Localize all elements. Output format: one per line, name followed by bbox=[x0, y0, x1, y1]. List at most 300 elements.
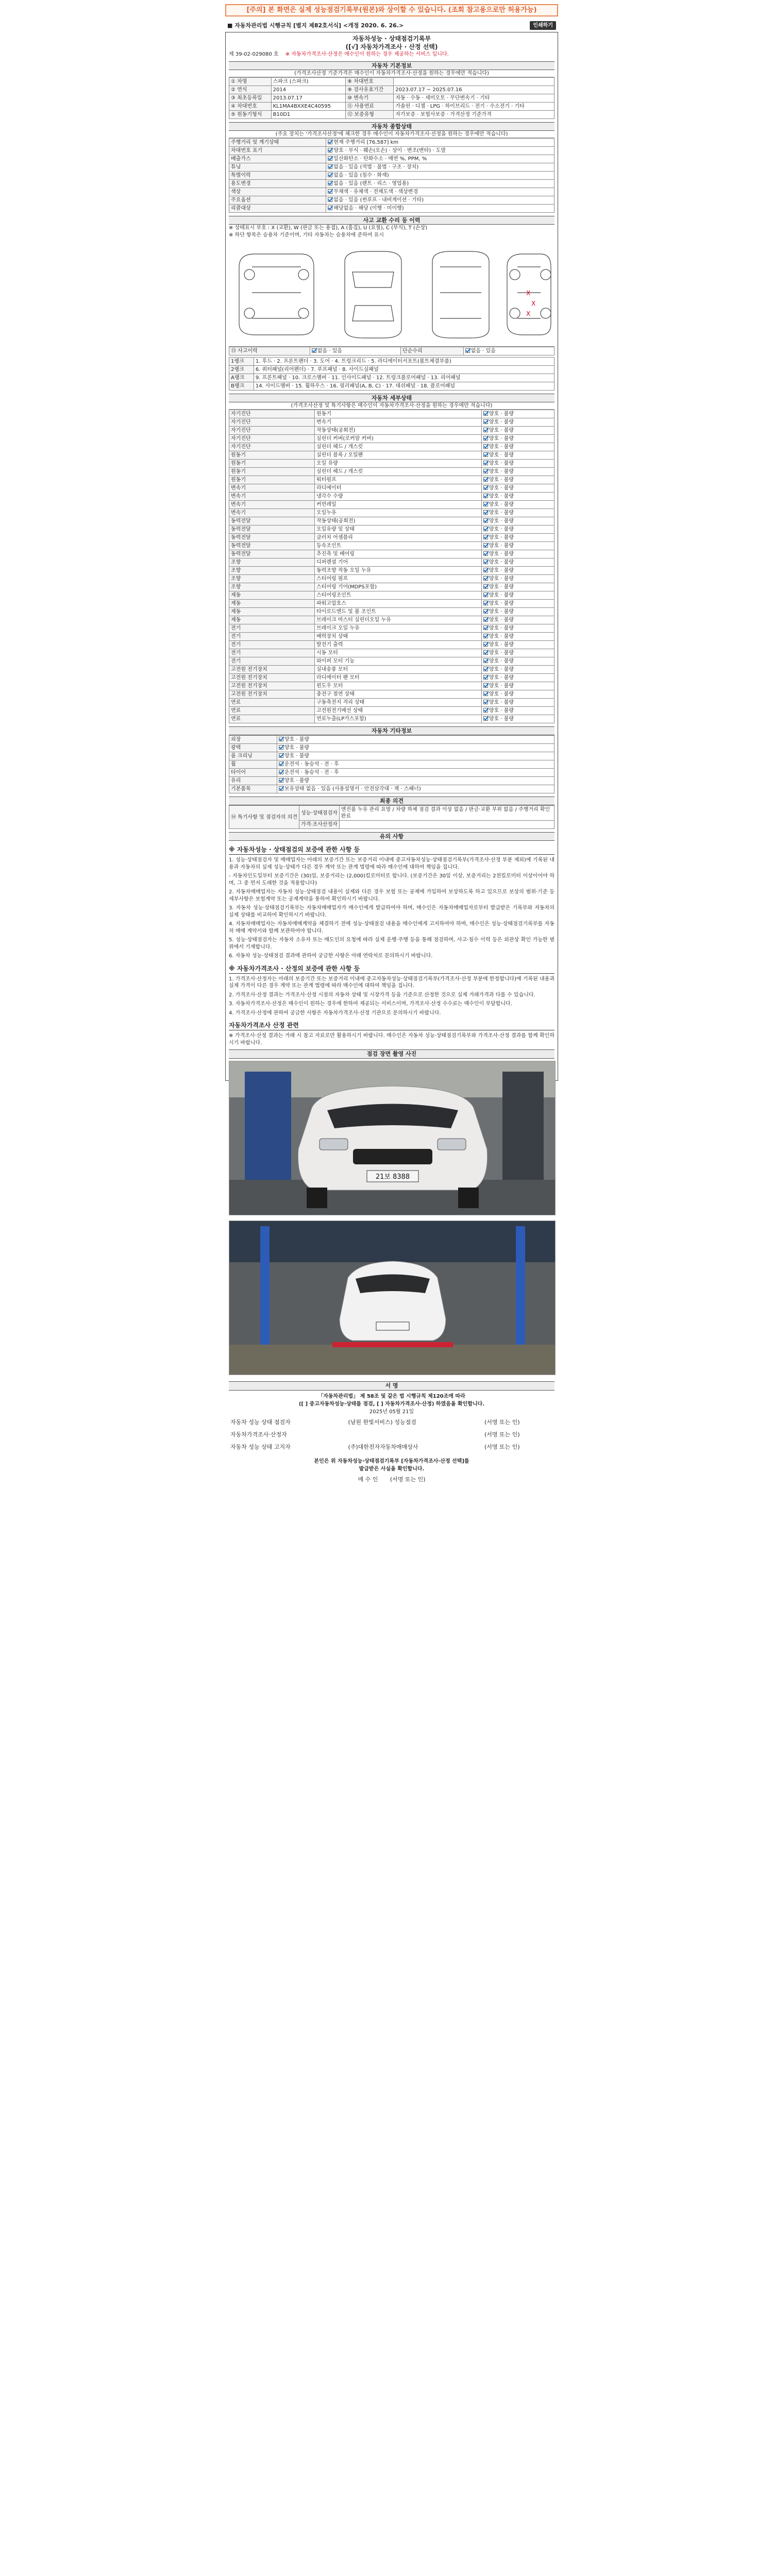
detail-state bbox=[481, 443, 554, 451]
detail-item: 작동상태(공회전) bbox=[315, 427, 482, 435]
warning-banner: [주의] 본 화면은 실제 성능점검기록부(원본)와 상이할 수 있습니다. (조회 참고용으로만 허용가능) bbox=[225, 4, 558, 16]
checkbox-checked[interactable] bbox=[483, 469, 488, 473]
detail-group: 원동기 bbox=[229, 476, 315, 484]
detail-state-text: 양호 · 불량 bbox=[489, 477, 514, 483]
detail-state-text: 양호 · 불량 bbox=[489, 650, 514, 656]
detail-state-text: 양호 · 불량 bbox=[489, 658, 514, 664]
detail-state-text: 양호 · 불량 bbox=[489, 700, 514, 705]
detail-row bbox=[229, 641, 554, 649]
signature-row bbox=[229, 1416, 554, 1429]
checkbox-checked[interactable] bbox=[483, 634, 488, 638]
detail-group: 변속기 bbox=[229, 493, 315, 501]
detail-row bbox=[229, 690, 554, 699]
status-label: 차대번호 표기 bbox=[229, 147, 326, 155]
appearance-row bbox=[229, 785, 554, 793]
detail-item: 디퍼렌셜 기어 bbox=[315, 558, 482, 567]
damage-mark: X bbox=[526, 290, 531, 297]
checkbox-checked[interactable] bbox=[328, 148, 332, 152]
detail-row bbox=[229, 707, 554, 715]
status-row bbox=[229, 205, 554, 213]
appearance-value-text: 보유상태 없음 · 있음 (사용설명서 · 안전삼각대 · 잭 · 스패너) bbox=[284, 786, 421, 792]
detail-item: 배력장치 상태 bbox=[315, 633, 482, 641]
appearance-value bbox=[277, 777, 554, 785]
appearance-table bbox=[229, 735, 554, 793]
detail-row bbox=[229, 608, 554, 616]
detail-state-text: 양호 · 불량 bbox=[489, 485, 514, 491]
checkbox-checked[interactable] bbox=[483, 609, 488, 614]
checkbox-checked[interactable] bbox=[328, 140, 332, 144]
detail-item: 오일유량 및 상태 bbox=[315, 526, 482, 534]
detail-item: 동력조향 작동 오일 누유 bbox=[315, 567, 482, 575]
detail-item: 와이퍼 모터 기능 bbox=[315, 657, 482, 666]
checkbox-checked[interactable] bbox=[328, 189, 332, 194]
note-paragraph: 1. 가격조사·산정자는 아래의 보증기간 또는 보증거리 이내에 중고자동차성능·상태점검기록부(가격조사·산정 부분에 한정합니다)에 기록된 내용과 실제 가격이 다른 경우 계약 또는 관계 법령에 따라 매수인에 대하여 책임을 집니다. bbox=[229, 976, 554, 989]
report-number-text: 제 39-02-029080 호 bbox=[229, 52, 279, 57]
checkbox-checked[interactable] bbox=[483, 477, 488, 482]
status-value-text: 없음 · 있음 (썬루프 · 내비게이션 · 기타) bbox=[333, 197, 424, 203]
appearance-value-text: 양호 · 불량 bbox=[284, 778, 310, 784]
basic-label-2: ⑩ 변속기 bbox=[346, 94, 394, 103]
note-paragraph: ※ 가격조사·산정 결과는 거래 시 참고 자료로만 활용하시기 바랍니다. 매수인은 자동차 성능·상태점검기록부와 가격조사·산정 결과를 함께 확인하시기 바랍니다. bbox=[229, 1033, 554, 1046]
detail-row bbox=[229, 468, 554, 476]
accident-note-1: ※ 상태표시 부호 : X (교환), W (판금 또는 용접), A (흠집), U (요철), C (부식), T (손상) bbox=[229, 225, 428, 231]
appearance-row bbox=[229, 744, 554, 752]
panel-rank-row bbox=[229, 366, 554, 374]
overall-status-sub: (주요 장치는 '가격조사산정'에 체크한 경우 매수인이 자동차가격조사·산정을 원하는 경우에만 적습니다) bbox=[229, 131, 554, 138]
basic-value-2: 자동 · 수동 · 세미오토 · 무단변속기 · 기타 bbox=[394, 94, 554, 103]
detail-state-text: 양호 · 불량 bbox=[489, 675, 514, 681]
appearance-row bbox=[229, 736, 554, 744]
detail-row bbox=[229, 542, 554, 550]
detail-state bbox=[481, 526, 554, 534]
detail-state-text: 양호 · 불량 bbox=[489, 617, 514, 623]
checkbox-checked[interactable] bbox=[328, 181, 332, 185]
photo-heading: 점검 장면 촬영 사진 bbox=[229, 1049, 554, 1059]
detail-item: 시동 모터 bbox=[315, 649, 482, 657]
checkbox-checked[interactable] bbox=[483, 576, 488, 581]
signature-line-1: 「자동차관리법」 제 58조 및 같은 법 시행규칙 제120조에 따라 bbox=[318, 1394, 465, 1399]
checkbox-checked[interactable] bbox=[483, 535, 488, 539]
detail-state bbox=[481, 451, 554, 460]
checkbox-checked[interactable] bbox=[279, 770, 283, 774]
detail-state bbox=[481, 468, 554, 476]
checkbox-checked[interactable] bbox=[483, 444, 488, 449]
detail-item: 스티어링 펌프 bbox=[315, 575, 482, 583]
status-label: 용도변경 bbox=[229, 180, 326, 188]
detail-state-text: 양호 · 불량 bbox=[489, 609, 514, 615]
detail-state-text: 양호 · 불량 bbox=[489, 510, 514, 516]
checkbox-checked[interactable] bbox=[328, 197, 332, 202]
basic-value: KL1MA4BXXE4C40595 bbox=[271, 103, 345, 111]
detail-state bbox=[481, 501, 554, 509]
detail-state-text: 양호 · 불량 bbox=[489, 436, 514, 442]
buyer-line-2: 발급받은 사실을 확인합니다. bbox=[359, 1466, 425, 1472]
report-subtitle: ([√] 자동차가격조사 · 산정 선택) bbox=[345, 43, 438, 50]
detail-state bbox=[481, 567, 554, 575]
appraiser-opinion-label: 가격·조사산정자 bbox=[299, 821, 339, 829]
detail-row bbox=[229, 476, 554, 484]
checkbox-checked[interactable] bbox=[279, 786, 283, 791]
checkbox-checked[interactable] bbox=[483, 551, 488, 556]
appraiser-opinion-text bbox=[339, 821, 554, 829]
status-value bbox=[326, 180, 554, 188]
checkbox-checked[interactable] bbox=[483, 667, 488, 671]
signature-statement bbox=[229, 1393, 554, 1408]
detail-item: 실린더 헤드 / 개스킷 bbox=[315, 443, 482, 451]
checkbox-checked[interactable] bbox=[279, 753, 283, 758]
signature-line-2: ([ ] 중고자동차성능·상태를 점검, [ ] 자동차가격조사·산정) 하였음을 확인합니다. bbox=[298, 1401, 485, 1407]
checkbox-checked[interactable] bbox=[483, 485, 488, 490]
checkbox-checked[interactable] bbox=[483, 568, 488, 572]
note-paragraph: 1. 성능·상태점검자 및 매매업자는 아래의 보증기간 또는 보증거리 이내에 중고자동차성능·상태점검기록부(가격조사·산정 부분 제외)에 기록된 내용과 자동차의 실제 성능·상태가 다른 경우 계약 또는 관계 법령에 따라 매수인에 대하여 책임을 집니다. bbox=[229, 857, 554, 870]
basic-label: ④ 차대번호 bbox=[229, 103, 272, 111]
detail-row bbox=[229, 550, 554, 558]
status-value bbox=[326, 205, 554, 213]
status-label: 주행거리 및 계기상태 bbox=[229, 139, 326, 147]
checkbox-checked[interactable] bbox=[483, 683, 488, 688]
checkbox-checked[interactable] bbox=[483, 691, 488, 696]
detail-state bbox=[481, 435, 554, 443]
signature-name: (주)대한전자자동차매매상사 bbox=[348, 1444, 418, 1450]
opinion-table bbox=[229, 805, 554, 829]
detail-state bbox=[481, 633, 554, 641]
detail-row bbox=[229, 657, 554, 666]
front-photo bbox=[229, 1061, 556, 1215]
license-plate: 21보 8388 bbox=[375, 1173, 410, 1181]
detail-group: 동력전달 bbox=[229, 517, 315, 526]
detail-state bbox=[481, 476, 554, 484]
detail-state-text: 양호 · 불량 bbox=[489, 551, 514, 557]
checkbox-checked[interactable] bbox=[483, 543, 488, 548]
detail-state-text: 양호 · 불량 bbox=[489, 560, 514, 565]
detail-state bbox=[481, 707, 554, 715]
detail-state-text: 양호 · 불량 bbox=[489, 527, 514, 532]
detail-item: 냉각수 수량 bbox=[315, 493, 482, 501]
detail-state-text: 양호 · 불량 bbox=[489, 502, 514, 507]
checkbox-checked[interactable] bbox=[483, 436, 488, 440]
buyer-line-1: 본인은 위 자동차성능·상태점검기록부 [자동차가격조사·산정 선택]를 bbox=[314, 1459, 469, 1464]
checkbox-checked[interactable] bbox=[483, 461, 488, 465]
checkbox-checked[interactable] bbox=[483, 675, 488, 680]
checkbox-checked[interactable] bbox=[483, 658, 488, 663]
detail-state-text: 양호 · 불량 bbox=[489, 584, 514, 590]
checkbox-checked[interactable] bbox=[328, 156, 332, 161]
note-paragraph: 4. 자동차매매업자는 자동차매매계약을 체결하기 전에 성능·상태점검 내용을 매수인에게 고지하여야 하며, 매수인은 성능·상태점검기록부를 자동차 매매 계약서와 함께 보관하여야 합니다. bbox=[229, 921, 554, 934]
panel-rank-row bbox=[229, 374, 554, 382]
checkbox-checked[interactable] bbox=[483, 518, 488, 523]
checkbox-checked[interactable] bbox=[483, 700, 488, 704]
detail-sub: (가격조사산정 및 특기사항은 매수인이 자동차가격조사·산정을 원하는 경우에만 적습니다) bbox=[229, 402, 554, 410]
detail-state bbox=[481, 690, 554, 699]
detail-state-text: 양호 · 불량 bbox=[489, 667, 514, 672]
status-label: 색상 bbox=[229, 188, 326, 196]
appearance-label: 광택 bbox=[229, 744, 277, 752]
checkbox-checked[interactable] bbox=[328, 164, 332, 169]
checkbox-checked[interactable] bbox=[328, 206, 332, 210]
note-paragraph: 4. 가격조사·산정에 관하여 궁금한 사항은 자동차가격조사·산정 기관으로 문의하시기 바랍니다. bbox=[229, 1010, 441, 1016]
appearance-value-text: 양호 · 불량 bbox=[284, 737, 310, 742]
appearance-label: 룸 크리닝 bbox=[229, 752, 277, 760]
report-sheet bbox=[225, 32, 558, 1483]
panel-rank-label: A랭크 bbox=[229, 374, 254, 382]
detail-group: 조향 bbox=[229, 558, 315, 567]
detail-row bbox=[229, 715, 554, 723]
checkbox-checked[interactable] bbox=[483, 642, 488, 647]
detail-group: 제동 bbox=[229, 591, 315, 600]
simple-repair-label: 단순수리 bbox=[401, 347, 464, 355]
detail-row bbox=[229, 633, 554, 641]
panel-rank-table bbox=[229, 357, 554, 391]
detail-item: 커먼레일 bbox=[315, 501, 482, 509]
detail-state bbox=[481, 427, 554, 435]
status-value-text: 없음 · 있음 (침수 · 화재) bbox=[333, 173, 389, 178]
checkbox-checked[interactable] bbox=[483, 419, 488, 424]
checkbox-checked[interactable] bbox=[483, 510, 488, 515]
checkbox-checked[interactable] bbox=[483, 592, 488, 597]
detail-group: 동력전달 bbox=[229, 534, 315, 542]
basic-label-2: ⑧ 차대번호 bbox=[346, 78, 394, 86]
detail-state bbox=[481, 460, 554, 468]
checkbox-checked[interactable] bbox=[483, 584, 488, 589]
detail-item: 클러치 어셈블리 bbox=[315, 534, 482, 542]
detail-state-text: 양호 · 불량 bbox=[489, 535, 514, 540]
basic-info-row bbox=[229, 86, 554, 94]
detail-group: 제동 bbox=[229, 608, 315, 616]
detail-state bbox=[481, 715, 554, 723]
report-title: 자동차성능 · 상태점검기록부 bbox=[352, 35, 431, 42]
detail-item: 실린더 헤드 / 개스킷 bbox=[315, 468, 482, 476]
detail-group: 전기 bbox=[229, 641, 315, 649]
detail-group: 조향 bbox=[229, 567, 315, 575]
detail-row bbox=[229, 460, 554, 468]
lift-photo bbox=[229, 1221, 556, 1375]
detail-state-text: 양호 · 불량 bbox=[489, 444, 514, 450]
accident-history-label: ⑬ 사고이력 bbox=[229, 347, 310, 355]
notes-heading: 유의 사항 bbox=[229, 832, 554, 841]
basic-value: 2013.07.17 bbox=[271, 94, 345, 103]
detail-row bbox=[229, 666, 554, 674]
checkbox-checked[interactable] bbox=[483, 560, 488, 564]
detail-state bbox=[481, 542, 554, 550]
detail-state-text: 양호 · 불량 bbox=[489, 576, 514, 582]
checkbox-checked[interactable] bbox=[465, 348, 470, 353]
car-front-photo-illustration bbox=[229, 1061, 556, 1215]
signature-table bbox=[229, 1416, 554, 1453]
detail-state bbox=[481, 674, 554, 682]
damage-mark: X bbox=[526, 310, 531, 317]
appearance-value-text: 운전석 · 동승석 · 전 · 후 bbox=[284, 770, 339, 775]
appearance-value bbox=[277, 769, 554, 777]
detail-row bbox=[229, 493, 554, 501]
basic-info-row bbox=[229, 94, 554, 103]
appearance-label: 타이어 bbox=[229, 769, 277, 777]
detail-group: 고전원 전기장치 bbox=[229, 674, 315, 682]
detail-state bbox=[481, 575, 554, 583]
detail-state-text: 양호 · 불량 bbox=[489, 601, 514, 606]
detail-state-text: 양호 · 불량 bbox=[489, 642, 514, 648]
accident-note-2: ※ 하단 항목은 승용차 기준이며, 기타 자동차는 승용차에 준하여 표시 bbox=[229, 232, 384, 238]
detail-state bbox=[481, 624, 554, 633]
checkbox-checked[interactable] bbox=[483, 625, 488, 630]
appearance-value bbox=[277, 752, 554, 760]
doc-form-label: ■ 자동차관리법 시행규칙 [별지 제82호서식] <개정 2020. 6. 26.> bbox=[227, 22, 404, 29]
checkbox-checked[interactable] bbox=[279, 737, 283, 741]
checkbox-checked[interactable] bbox=[279, 745, 283, 750]
checkbox-checked[interactable] bbox=[483, 411, 488, 416]
checkbox-checked[interactable] bbox=[328, 173, 332, 177]
detail-state bbox=[481, 534, 554, 542]
detail-item: 라디에이터 bbox=[315, 484, 482, 493]
checkbox-checked[interactable] bbox=[483, 601, 488, 605]
detail-state-text: 양호 · 불량 bbox=[489, 452, 514, 458]
detail-row bbox=[229, 674, 554, 682]
detail-group: 고전원 전기장치 bbox=[229, 690, 315, 699]
basic-info-sub: (가격조사산정 기준가격은 매수인이 자동차가격조사·산정을 원하는 경우에만 적습니다) bbox=[229, 70, 554, 77]
status-value-text: 양호 · 부식 · 훼손(오손) · 상이 · 변조(변타) · 도말 bbox=[333, 148, 446, 154]
detail-state bbox=[481, 699, 554, 707]
status-label: 배출가스 bbox=[229, 155, 326, 163]
detail-group: 전기 bbox=[229, 624, 315, 633]
report-number bbox=[229, 51, 554, 58]
signature-name: (남원 한빛서비스) 성능점검 bbox=[348, 1419, 416, 1426]
signature-date: 2025년 05월 21일 bbox=[369, 1409, 414, 1415]
signature-role: 자동차가격조사·산정자 bbox=[230, 1431, 287, 1438]
opinion-label: ⑭ 특기사항 및 점검자의 의견 bbox=[229, 806, 299, 829]
detail-row bbox=[229, 443, 554, 451]
status-value bbox=[326, 155, 554, 163]
detail-state bbox=[481, 608, 554, 616]
detail-row bbox=[229, 509, 554, 517]
car-lift-photo-illustration bbox=[229, 1221, 556, 1375]
detail-table bbox=[229, 410, 554, 723]
detail-group: 동력전달 bbox=[229, 526, 315, 534]
basic-label: ② 연식 bbox=[229, 86, 272, 94]
detail-item: 실린더 커버(로커암 커버) bbox=[315, 435, 482, 443]
basic-label-2: ⑪ 사용연료 bbox=[346, 103, 394, 111]
detail-group: 자기진단 bbox=[229, 410, 315, 418]
status-value-text: 무채색 · 유채색 · 전체도색 · 색상변경 bbox=[333, 189, 418, 195]
checkbox-checked[interactable] bbox=[483, 452, 488, 457]
detail-row bbox=[229, 435, 554, 443]
detail-row bbox=[229, 526, 554, 534]
detail-row bbox=[229, 699, 554, 707]
status-row bbox=[229, 172, 554, 180]
appraisal-note-title: 자동차가격조사 산정 관련 bbox=[229, 1021, 554, 1030]
detail-item: 충전구 절연 상태 bbox=[315, 690, 482, 699]
detail-state-text: 양호 · 불량 bbox=[489, 634, 514, 639]
checkbox-checked[interactable] bbox=[483, 716, 488, 721]
detail-state bbox=[481, 641, 554, 649]
status-label: 특별이력 bbox=[229, 172, 326, 180]
appearance-heading: 자동차 기타정보 bbox=[229, 726, 554, 735]
detail-row bbox=[229, 501, 554, 509]
checkbox-checked[interactable] bbox=[483, 527, 488, 531]
appearance-row bbox=[229, 769, 554, 777]
detail-group: 연료 bbox=[229, 707, 315, 715]
detail-state bbox=[481, 509, 554, 517]
detail-state-text: 양호 · 불량 bbox=[489, 428, 514, 433]
checkbox-checked[interactable] bbox=[483, 502, 488, 506]
checkbox-checked[interactable] bbox=[483, 428, 488, 432]
panel-rank-label: B랭크 bbox=[229, 382, 254, 391]
panel-rank-row bbox=[229, 358, 554, 366]
detail-item: 원동기 bbox=[315, 410, 482, 418]
accident-history-value: 없음 · 있음 bbox=[310, 347, 400, 355]
panel-rank-label: 1랭크 bbox=[229, 358, 254, 366]
status-row bbox=[229, 163, 554, 172]
signature-placeholder: (서명 또는 인) bbox=[484, 1444, 520, 1450]
status-value bbox=[326, 172, 554, 180]
status-row bbox=[229, 196, 554, 205]
status-value bbox=[326, 163, 554, 172]
print-button[interactable]: 인쇄하기 bbox=[530, 21, 556, 30]
detail-state bbox=[481, 591, 554, 600]
detail-state-text: 양호 · 불량 bbox=[489, 691, 514, 697]
detail-row bbox=[229, 517, 554, 526]
detail-state bbox=[481, 600, 554, 608]
basic-value-2: 2023.07.17 ~ 2025.07.16 bbox=[394, 86, 554, 94]
buyer-statement bbox=[229, 1458, 554, 1473]
status-value-text: 일산화탄소 · 탄화수소 · 매연 %, PPM, % bbox=[333, 156, 427, 162]
detail-group: 조향 bbox=[229, 575, 315, 583]
basic-info-table bbox=[229, 77, 554, 119]
detail-state bbox=[481, 418, 554, 427]
checkbox-checked[interactable] bbox=[279, 778, 283, 783]
detail-item: 브레이크 마스터 실린더오일 누유 bbox=[315, 616, 482, 624]
detail-row bbox=[229, 567, 554, 575]
detail-row bbox=[229, 451, 554, 460]
status-row bbox=[229, 147, 554, 155]
basic-label-2: ⑫ 보증유형 bbox=[346, 111, 394, 119]
detail-item: 윈도우 모터 bbox=[315, 682, 482, 690]
buyer-sign-placeholder: (서명 또는 인) bbox=[390, 1476, 426, 1483]
detail-state-text: 양호 · 불량 bbox=[489, 469, 514, 474]
panel-rank-parts: 1. 후드 · 2. 프론트펜더 · 3. 도어 · 4. 트렁크리드 · 5. 라디에이터서포트(볼트체결부품) bbox=[254, 358, 554, 366]
status-value-text: 해당없음 · 해당 (이행 · 미이행) bbox=[333, 206, 404, 211]
note-paragraph: 6. 자동차 성능·상태점검 결과에 관하여 궁금한 사항은 아래 연락처로 문의하시기 바랍니다. bbox=[229, 953, 433, 959]
detail-group: 제동 bbox=[229, 616, 315, 624]
checkbox-checked[interactable] bbox=[483, 708, 488, 713]
overall-status-table bbox=[229, 138, 554, 213]
detail-group: 연료 bbox=[229, 699, 315, 707]
photo-area bbox=[229, 1059, 554, 1378]
checkbox-checked[interactable] bbox=[483, 617, 488, 622]
detail-state bbox=[481, 550, 554, 558]
appearance-value-text: 운전석 · 동승석 · 전 · 후 bbox=[284, 761, 339, 767]
detail-item: 파워고압호스 bbox=[315, 600, 482, 608]
note-paragraph: 5. 성능·상태점검자는 자동차 소유자 또는 매도인의 요청에 따라 실제 운행·주행 등을 통해 점검하며, 사고·침수 이력 등은 외관상 확인 가능한 범위에서 기재합니다. bbox=[229, 937, 554, 950]
basic-info-row bbox=[229, 78, 554, 86]
panel-rank-parts: 14. 사이드멤버 · 15. 휠하우스 · 16. 필러패널(A, B, C) · 17. 대쉬패널 · 18. 플로어패널 bbox=[254, 382, 554, 391]
appearance-label: 휠 bbox=[229, 760, 277, 769]
detail-item: 등속조인트 bbox=[315, 542, 482, 550]
appearance-value-text: 양호 · 불량 bbox=[284, 753, 310, 759]
basic-info-heading: 자동차 기본정보 bbox=[229, 61, 554, 70]
detail-row bbox=[229, 583, 554, 591]
detail-row bbox=[229, 418, 554, 427]
basic-info-row bbox=[229, 103, 554, 111]
checkbox-checked[interactable] bbox=[312, 348, 316, 353]
detail-state-text: 양호 · 불량 bbox=[489, 683, 514, 689]
detail-item: 워터펌프 bbox=[315, 476, 482, 484]
checkbox-checked[interactable] bbox=[483, 650, 488, 655]
simple-repair-value: 없음 · 있음 bbox=[463, 347, 554, 355]
checkbox-checked[interactable] bbox=[483, 494, 488, 498]
detail-group: 고전원 전기장치 bbox=[229, 682, 315, 690]
warranty-section-title: ※ 자동차성능 · 상태점검의 보증에 관한 사항 등 bbox=[229, 845, 554, 855]
checkbox-checked[interactable] bbox=[279, 761, 283, 766]
detail-state bbox=[481, 410, 554, 418]
